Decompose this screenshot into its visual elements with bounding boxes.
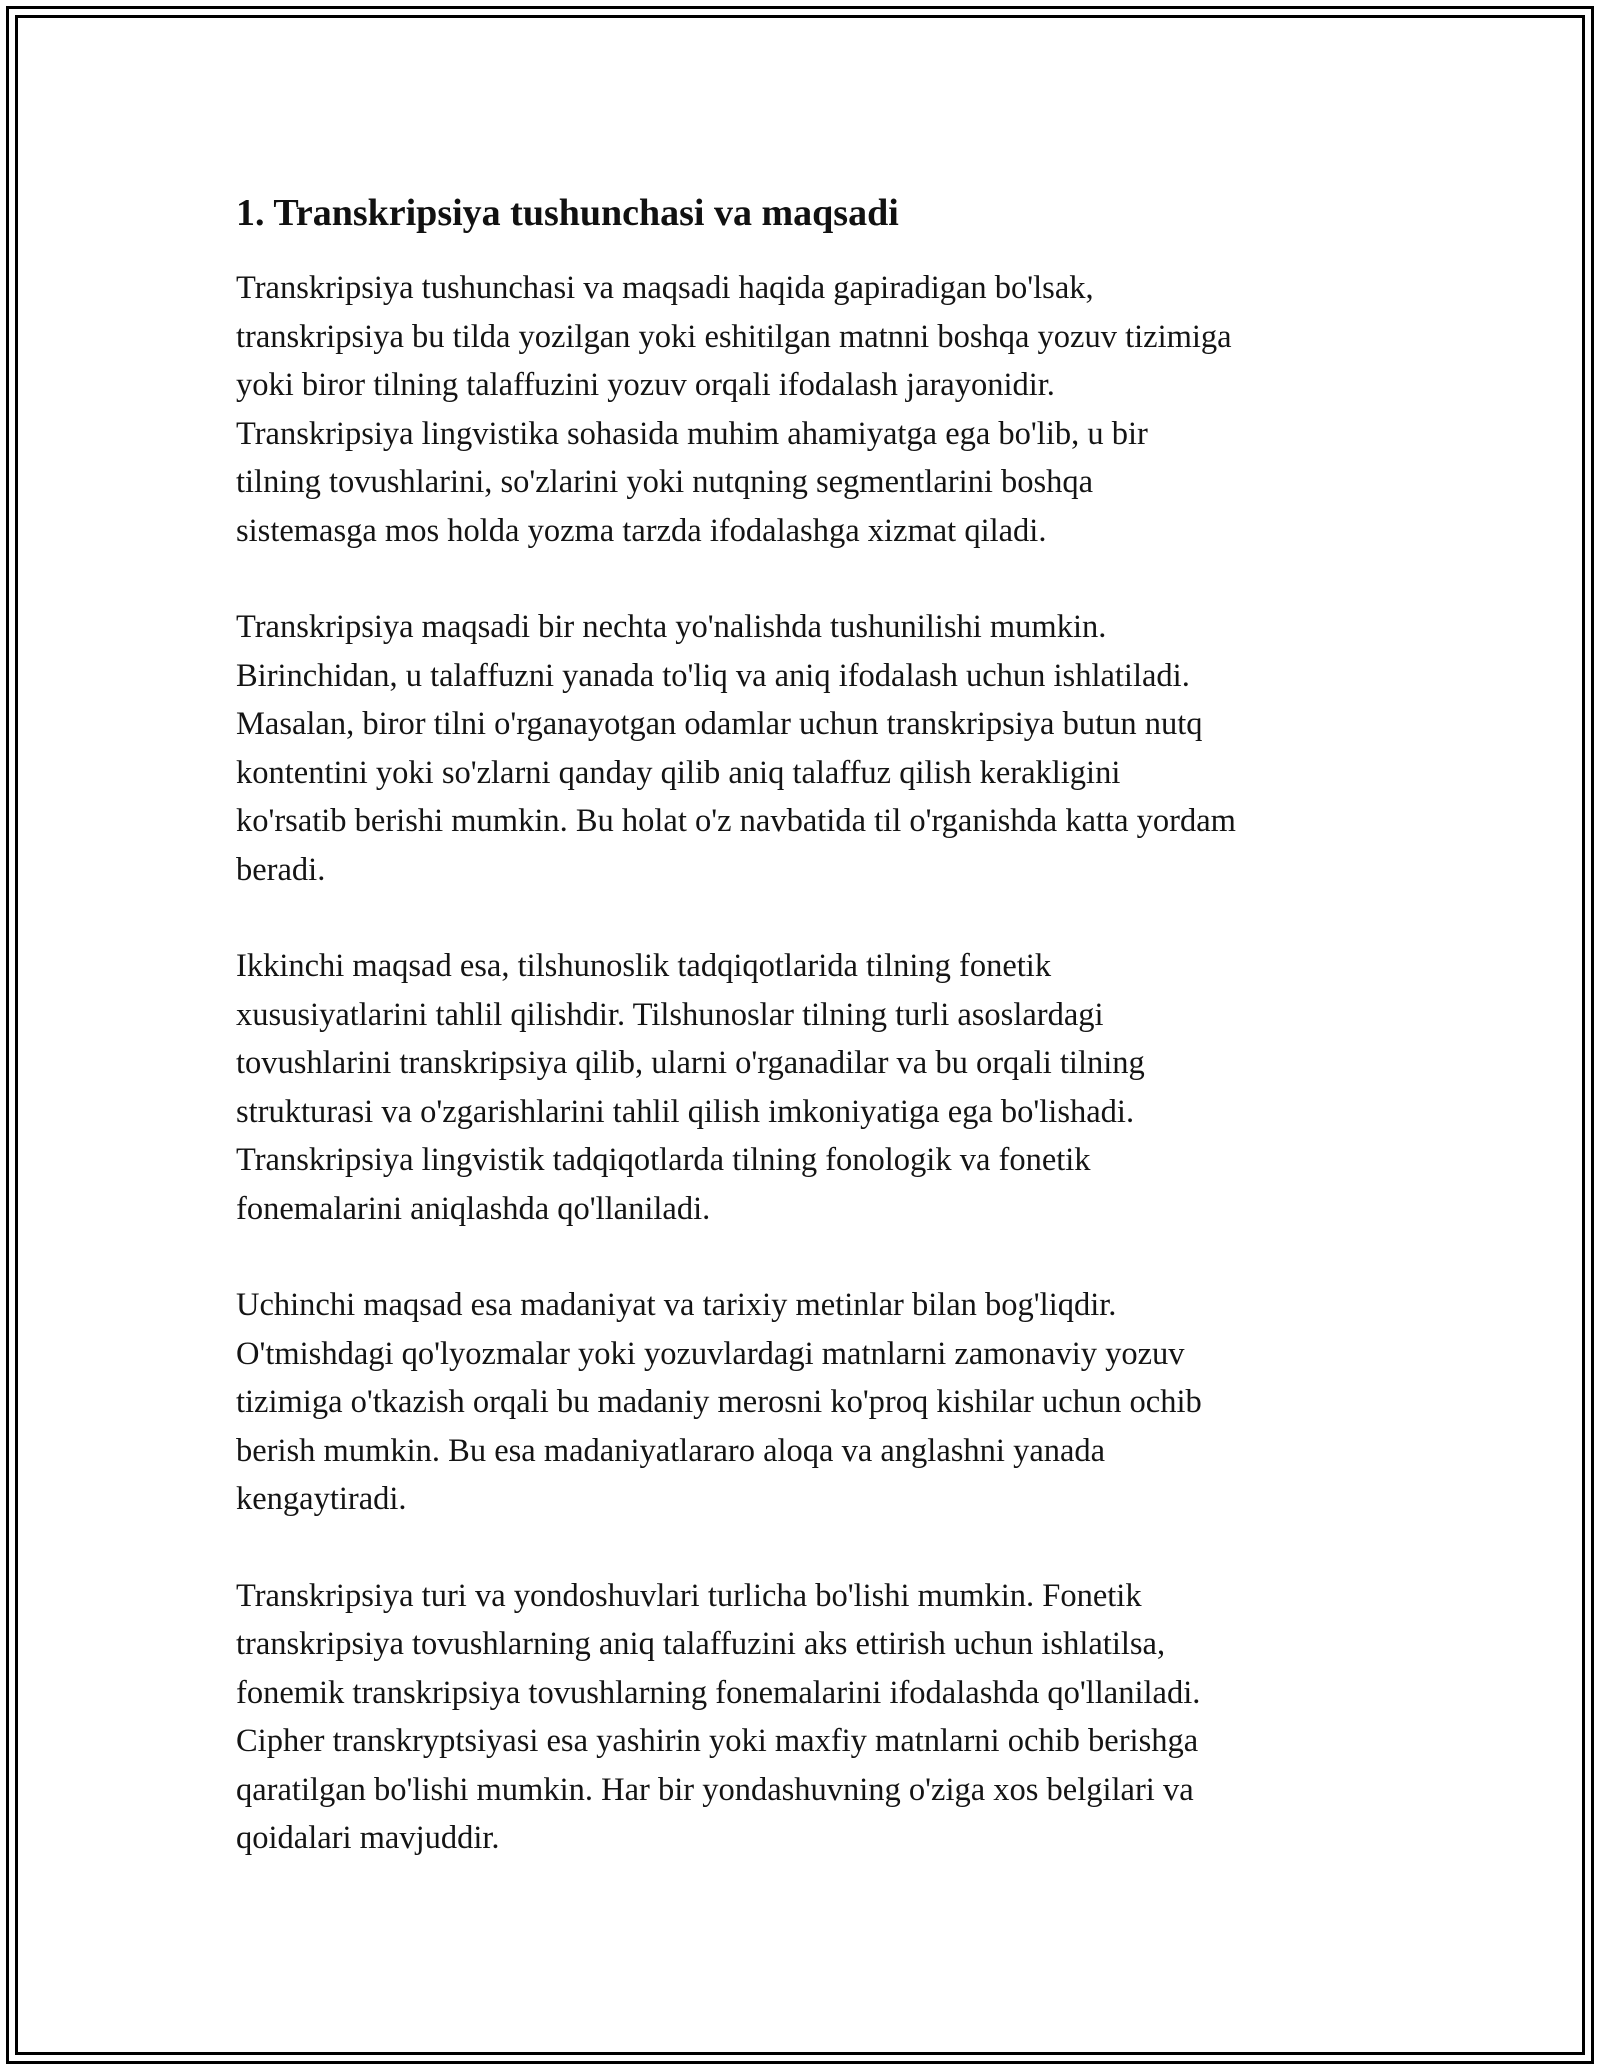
section-heading: 1. Transkripsiya tushunchasi va maqsadi <box>236 192 899 234</box>
paragraph-line: sistemasga mos holda yozma tarzda ifodalashga xizmat qiladi. <box>236 512 1047 549</box>
paragraph <box>236 603 1376 894</box>
paragraph-line: tovushlarini transkripsiya qilib, ularni o'rganadilar va bu orqali tilning <box>236 1045 1145 1081</box>
paragraph <box>236 264 1376 555</box>
paragraph-line: strukturasi va o'zgarishlarini tahlil qilish imkoniyatiga ega bo'lishadi. <box>236 1093 1135 1130</box>
paragraph-line: ko'rsatib berishi mumkin. Bu holat o'z navbatida til o'rganishda katta yordam <box>236 803 1236 839</box>
paragraph-line: transkripsiya bu tilda yozilgan yoki eshitilgan matnni boshqa yozuv tizimiga <box>236 318 1232 355</box>
paragraph-line: Transkripsiya turi va yondoshuvlari turlicha bo'lishi mumkin. Fonetik <box>236 1577 1142 1614</box>
paragraph-line: Ikkinchi maqsad esa, tilshunoslik tadqiqotlarida tilning fonetik <box>236 948 1052 984</box>
paragraph-line: O'tmishdagi qo'lyozmalar yoki yozuvlardagi matnlarni zamonaviy yozuv <box>236 1335 1185 1372</box>
paragraph-line: qoidalari mavjuddir. <box>236 1820 500 1856</box>
paragraph-line: berish mumkin. Bu esa madaniyatlararo aloqa va anglashni yanada <box>236 1432 1106 1469</box>
paragraph-line: Transkripsiya maqsadi bir nechta yo'nalishda tushunilishi mumkin. <box>236 609 1107 645</box>
paragraph-line: fonemik transkripsiya tovushlarning fonemalarini ifodalashda qo'llaniladi. <box>236 1674 1201 1711</box>
paragraph-line: beradi. <box>236 851 326 888</box>
paragraph-line: tilning tovushlarini, so'zlarini yoki nutqning segmentlarini boshqa <box>236 464 1094 500</box>
paragraph-line: yoki biror tilning talaffuzini yozuv orqali ifodalash jarayonidir. <box>236 367 1055 403</box>
paragraph-line: transkripsiya tovushlarning aniq talaffuzini aks ettirish uchun ishlatilsa, <box>236 1626 1166 1662</box>
paragraph-line: Uchinchi maqsad esa madaniyat va tarixiy metinlar bilan bog'liqdir. <box>236 1287 1117 1323</box>
paragraph <box>236 1281 1376 1524</box>
paragraph-line: Cipher transkryptsiyasi esa yashirin yoki maxfiy matnlarni ochib berishga <box>236 1723 1199 1759</box>
paragraph-line: kontentini yoki so'zlarni qanday qilib aniq talaffuz qilish kerakligini <box>236 754 1121 791</box>
paragraph-line: Birinchidan, u talaffuzni yanada to'liq va aniq ifodalash uchun ishlatiladi. <box>236 657 1190 694</box>
paragraph-line: Transkripsiya tushunchasi va maqsadi haqida gapiradigan bo'lsak, <box>236 270 1094 306</box>
paragraph-line: fonemalarini aniqlashda qo'llaniladi. <box>236 1190 711 1227</box>
paragraph <box>236 942 1376 1233</box>
paragraph-line: xususiyatlarini tahlil qilishdir. Tilshunoslar tilning turli asoslardagi <box>236 996 1104 1033</box>
paragraph-line: Transkripsiya lingvistik tadqiqotlarda tilning fonologik va fonetik <box>236 1142 1091 1178</box>
paragraph-line: qaratilgan bo'lishi mumkin. Har bir yondashuvning o'ziga xos belgilari va <box>236 1771 1194 1808</box>
paragraph-list <box>236 264 1376 1863</box>
paragraph-line: Transkripsiya lingvistika sohasida muhim ahamiyatga ega bo'lib, u bir <box>236 415 1148 452</box>
document-body <box>236 188 1376 1911</box>
paragraph-line: Masalan, biror tilni o'rganayotgan odamlar uchun transkripsiya butun nutq <box>236 706 1203 742</box>
paragraph-line: kengaytiradi. <box>236 1481 407 1517</box>
paragraph <box>236 1572 1376 1863</box>
paragraph-line: tizimiga o'tkazish orqali bu madaniy merosni ko'proq kishilar uchun ochib <box>236 1384 1202 1420</box>
